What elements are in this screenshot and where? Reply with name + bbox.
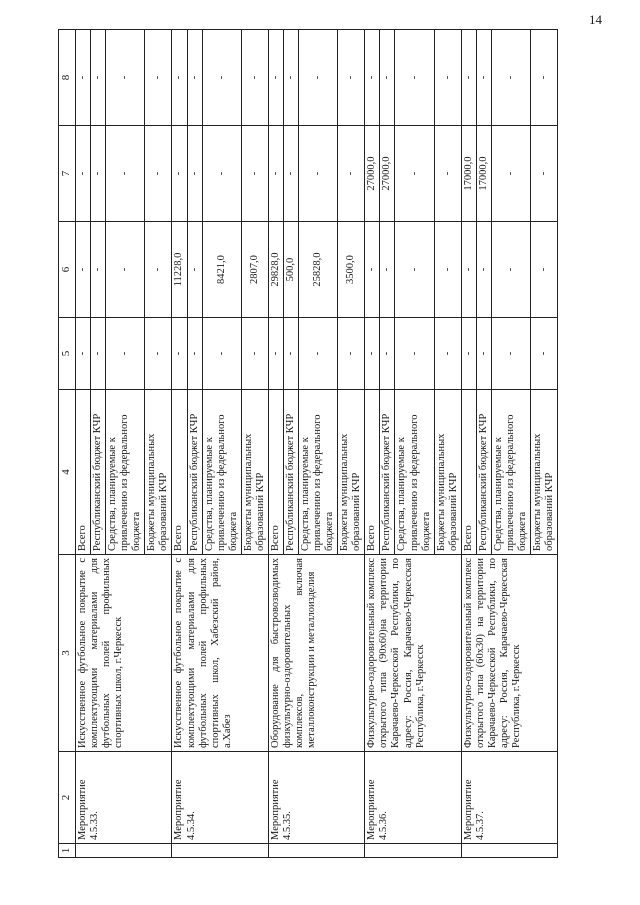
header-col-2: 2: [59, 752, 76, 844]
event-description: Искусственное футбольное покрытие с комплектующими материалами для футбольных полей профильных спортивных школ, Хабезский район, а.Хабез: [172, 555, 268, 752]
funding-source: Всего: [461, 390, 476, 555]
value-cell-c6: -: [395, 222, 434, 318]
value-cell-c8: -: [380, 30, 395, 126]
table-row: [365, 30, 380, 858]
funding-source: Всего: [268, 390, 283, 555]
value-cell-c7: 27000,0: [380, 126, 395, 222]
funding-source: Всего: [365, 390, 380, 555]
value-cell-c6: -: [491, 222, 530, 318]
value-cell-c7: -: [338, 126, 365, 222]
value-cell-c5: -: [491, 318, 530, 390]
table-row: [172, 30, 187, 858]
funding-source: Бюджеты муниципальных образований КЧР: [531, 390, 558, 555]
header-col-6: 6: [59, 222, 76, 318]
funding-source: Средства, планируемые к привлечению из федерального бюджета: [299, 390, 338, 555]
value-cell-c8: -: [491, 30, 530, 126]
value-cell-c7: -: [241, 126, 268, 222]
value-cell-c6: -: [145, 222, 172, 318]
value-cell-c7: -: [268, 126, 283, 222]
value-cell-c6: -: [434, 222, 461, 318]
value-cell-c8: -: [461, 30, 476, 126]
header-col-5: 5: [59, 318, 76, 390]
value-cell-c7: -: [106, 126, 145, 222]
funding-source: Бюджеты муниципальных образований КЧР: [434, 390, 461, 555]
value-cell-c5: -: [268, 318, 283, 390]
value-cell-c6: -: [461, 222, 476, 318]
value-cell-c8: -: [338, 30, 365, 126]
table-body: [76, 30, 558, 858]
value-cell-c5: -: [299, 318, 338, 390]
value-cell-c5: -: [145, 318, 172, 390]
value-cell-c7: -: [283, 126, 298, 222]
value-cell-c7: -: [531, 126, 558, 222]
value-cell-c7: 17000,0: [461, 126, 476, 222]
value-cell-c8: -: [145, 30, 172, 126]
header-col-1: 1: [59, 844, 76, 858]
event-description: Оборудование для быстровозводимых физкультурно-оздоровительных комплексов, включая металлоконструкции и металлоизделия: [268, 555, 364, 752]
rotated-table-frame: [58, 30, 598, 858]
event-id: Мероприятие 4.5.35.: [268, 752, 364, 844]
value-cell-c8: -: [172, 30, 187, 126]
funding-source: Бюджеты муниципальных образований КЧР: [145, 390, 172, 555]
value-cell-c5: -: [338, 318, 365, 390]
cell-col-1: [268, 844, 364, 858]
table-row: [461, 30, 476, 858]
event-id: Мероприятие 4.5.34.: [172, 752, 268, 844]
event-id: Мероприятие 4.5.37.: [461, 752, 557, 844]
value-cell-c6: -: [531, 222, 558, 318]
value-cell-c5: -: [76, 318, 91, 390]
value-cell-c6: -: [365, 222, 380, 318]
value-cell-c5: -: [187, 318, 202, 390]
value-cell-c8: -: [476, 30, 491, 126]
cell-col-1: [172, 844, 268, 858]
header-row: [59, 30, 76, 858]
cell-col-1: [365, 844, 461, 858]
value-cell-c6: 3500,0: [338, 222, 365, 318]
cell-col-1: [76, 844, 172, 858]
value-cell-c7: -: [145, 126, 172, 222]
funding-source: Средства, планируемые к привлечению из федерального бюджета: [395, 390, 434, 555]
value-cell-c8: -: [241, 30, 268, 126]
funding-source: Бюджеты муниципальных образований КЧР: [241, 390, 268, 555]
value-cell-c8: -: [91, 30, 106, 126]
value-cell-c8: -: [202, 30, 241, 126]
value-cell-c7: -: [202, 126, 241, 222]
value-cell-c6: -: [91, 222, 106, 318]
value-cell-c8: -: [268, 30, 283, 126]
funding-source: Средства, планируемые к привлечению из федерального бюджета: [202, 390, 241, 555]
value-cell-c5: -: [434, 318, 461, 390]
value-cell-c6: -: [76, 222, 91, 318]
budget-table: [58, 29, 558, 858]
value-cell-c7: 17000,0: [476, 126, 491, 222]
value-cell-c7: -: [395, 126, 434, 222]
value-cell-c6: -: [476, 222, 491, 318]
value-cell-c8: -: [531, 30, 558, 126]
value-cell-c7: -: [299, 126, 338, 222]
header-col-7: 7: [59, 126, 76, 222]
value-cell-c5: -: [531, 318, 558, 390]
value-cell-c8: -: [365, 30, 380, 126]
value-cell-c8: -: [283, 30, 298, 126]
funding-source: Республиканский бюджет КЧР: [91, 390, 106, 555]
funding-source: Средства, планируемые к привлечению из федерального бюджета: [491, 390, 530, 555]
value-cell-c7: -: [187, 126, 202, 222]
value-cell-c6: -: [380, 222, 395, 318]
value-cell-c6: 25828,0: [299, 222, 338, 318]
value-cell-c5: -: [172, 318, 187, 390]
value-cell-c8: -: [187, 30, 202, 126]
event-description: Искусственное футбольное покрытие с комплектующими материалами для футбольных полей профильных спортивных школ, г.Черкесск: [76, 555, 172, 752]
value-cell-c8: -: [76, 30, 91, 126]
value-cell-c6: 11228,0: [172, 222, 187, 318]
event-id: Мероприятие 4.5.33.: [76, 752, 172, 844]
cell-col-1: [461, 844, 557, 858]
value-cell-c8: -: [434, 30, 461, 126]
value-cell-c8: -: [299, 30, 338, 126]
value-cell-c7: -: [76, 126, 91, 222]
header-col-4: 4: [59, 390, 76, 555]
funding-source: Республиканский бюджет КЧР: [380, 390, 395, 555]
funding-source: Республиканский бюджет КЧР: [187, 390, 202, 555]
value-cell-c7: -: [434, 126, 461, 222]
funding-source: Республиканский бюджет КЧР: [283, 390, 298, 555]
table-row: [76, 30, 91, 858]
value-cell-c6: -: [187, 222, 202, 318]
value-cell-c6: 29828,0: [268, 222, 283, 318]
funding-source: Всего: [172, 390, 187, 555]
value-cell-c5: -: [461, 318, 476, 390]
value-cell-c5: -: [365, 318, 380, 390]
value-cell-c6: 2807,0: [241, 222, 268, 318]
value-cell-c5: -: [202, 318, 241, 390]
value-cell-c5: -: [476, 318, 491, 390]
event-id: Мероприятие 4.5.36.: [365, 752, 461, 844]
value-cell-c5: -: [106, 318, 145, 390]
value-cell-c5: -: [395, 318, 434, 390]
value-cell-c5: -: [241, 318, 268, 390]
value-cell-c6: 500,0: [283, 222, 298, 318]
value-cell-c8: -: [106, 30, 145, 126]
funding-source: Бюджеты муниципальных образований КЧР: [338, 390, 365, 555]
value-cell-c7: 27000,0: [365, 126, 380, 222]
value-cell-c6: -: [106, 222, 145, 318]
value-cell-c8: -: [395, 30, 434, 126]
value-cell-c5: -: [380, 318, 395, 390]
funding-source: Средства, планируемые к привлечению из федерального бюджета: [106, 390, 145, 555]
value-cell-c7: -: [91, 126, 106, 222]
header-col-8: 8: [59, 30, 76, 126]
event-description: Физкультурно-оздоровительный комплекс открытого типа (90x60)на территории Карачаево-Черкесской Республики, по адресу: Россия, Карачаево-Черкесская Республика, г.Черкесск: [365, 555, 461, 752]
value-cell-c5: -: [283, 318, 298, 390]
page-number: 14: [589, 12, 602, 27]
value-cell-c7: -: [172, 126, 187, 222]
event-description: Физкультурно-оздоровительный комплекс открытого типа (60x30) на территории Карачаево-Черкесской Республики, по адресу: Россия, Карачаево-Черкесская Республика, г.Черкесск: [461, 555, 557, 752]
value-cell-c5: -: [91, 318, 106, 390]
value-cell-c7: -: [491, 126, 530, 222]
table-row: [268, 30, 283, 858]
funding-source: Республиканский бюджет КЧР: [476, 390, 491, 555]
value-cell-c6: 8421,0: [202, 222, 241, 318]
rotated-table-content: [58, 30, 598, 858]
header-col-3: 3: [59, 555, 76, 752]
funding-source: Всего: [76, 390, 91, 555]
